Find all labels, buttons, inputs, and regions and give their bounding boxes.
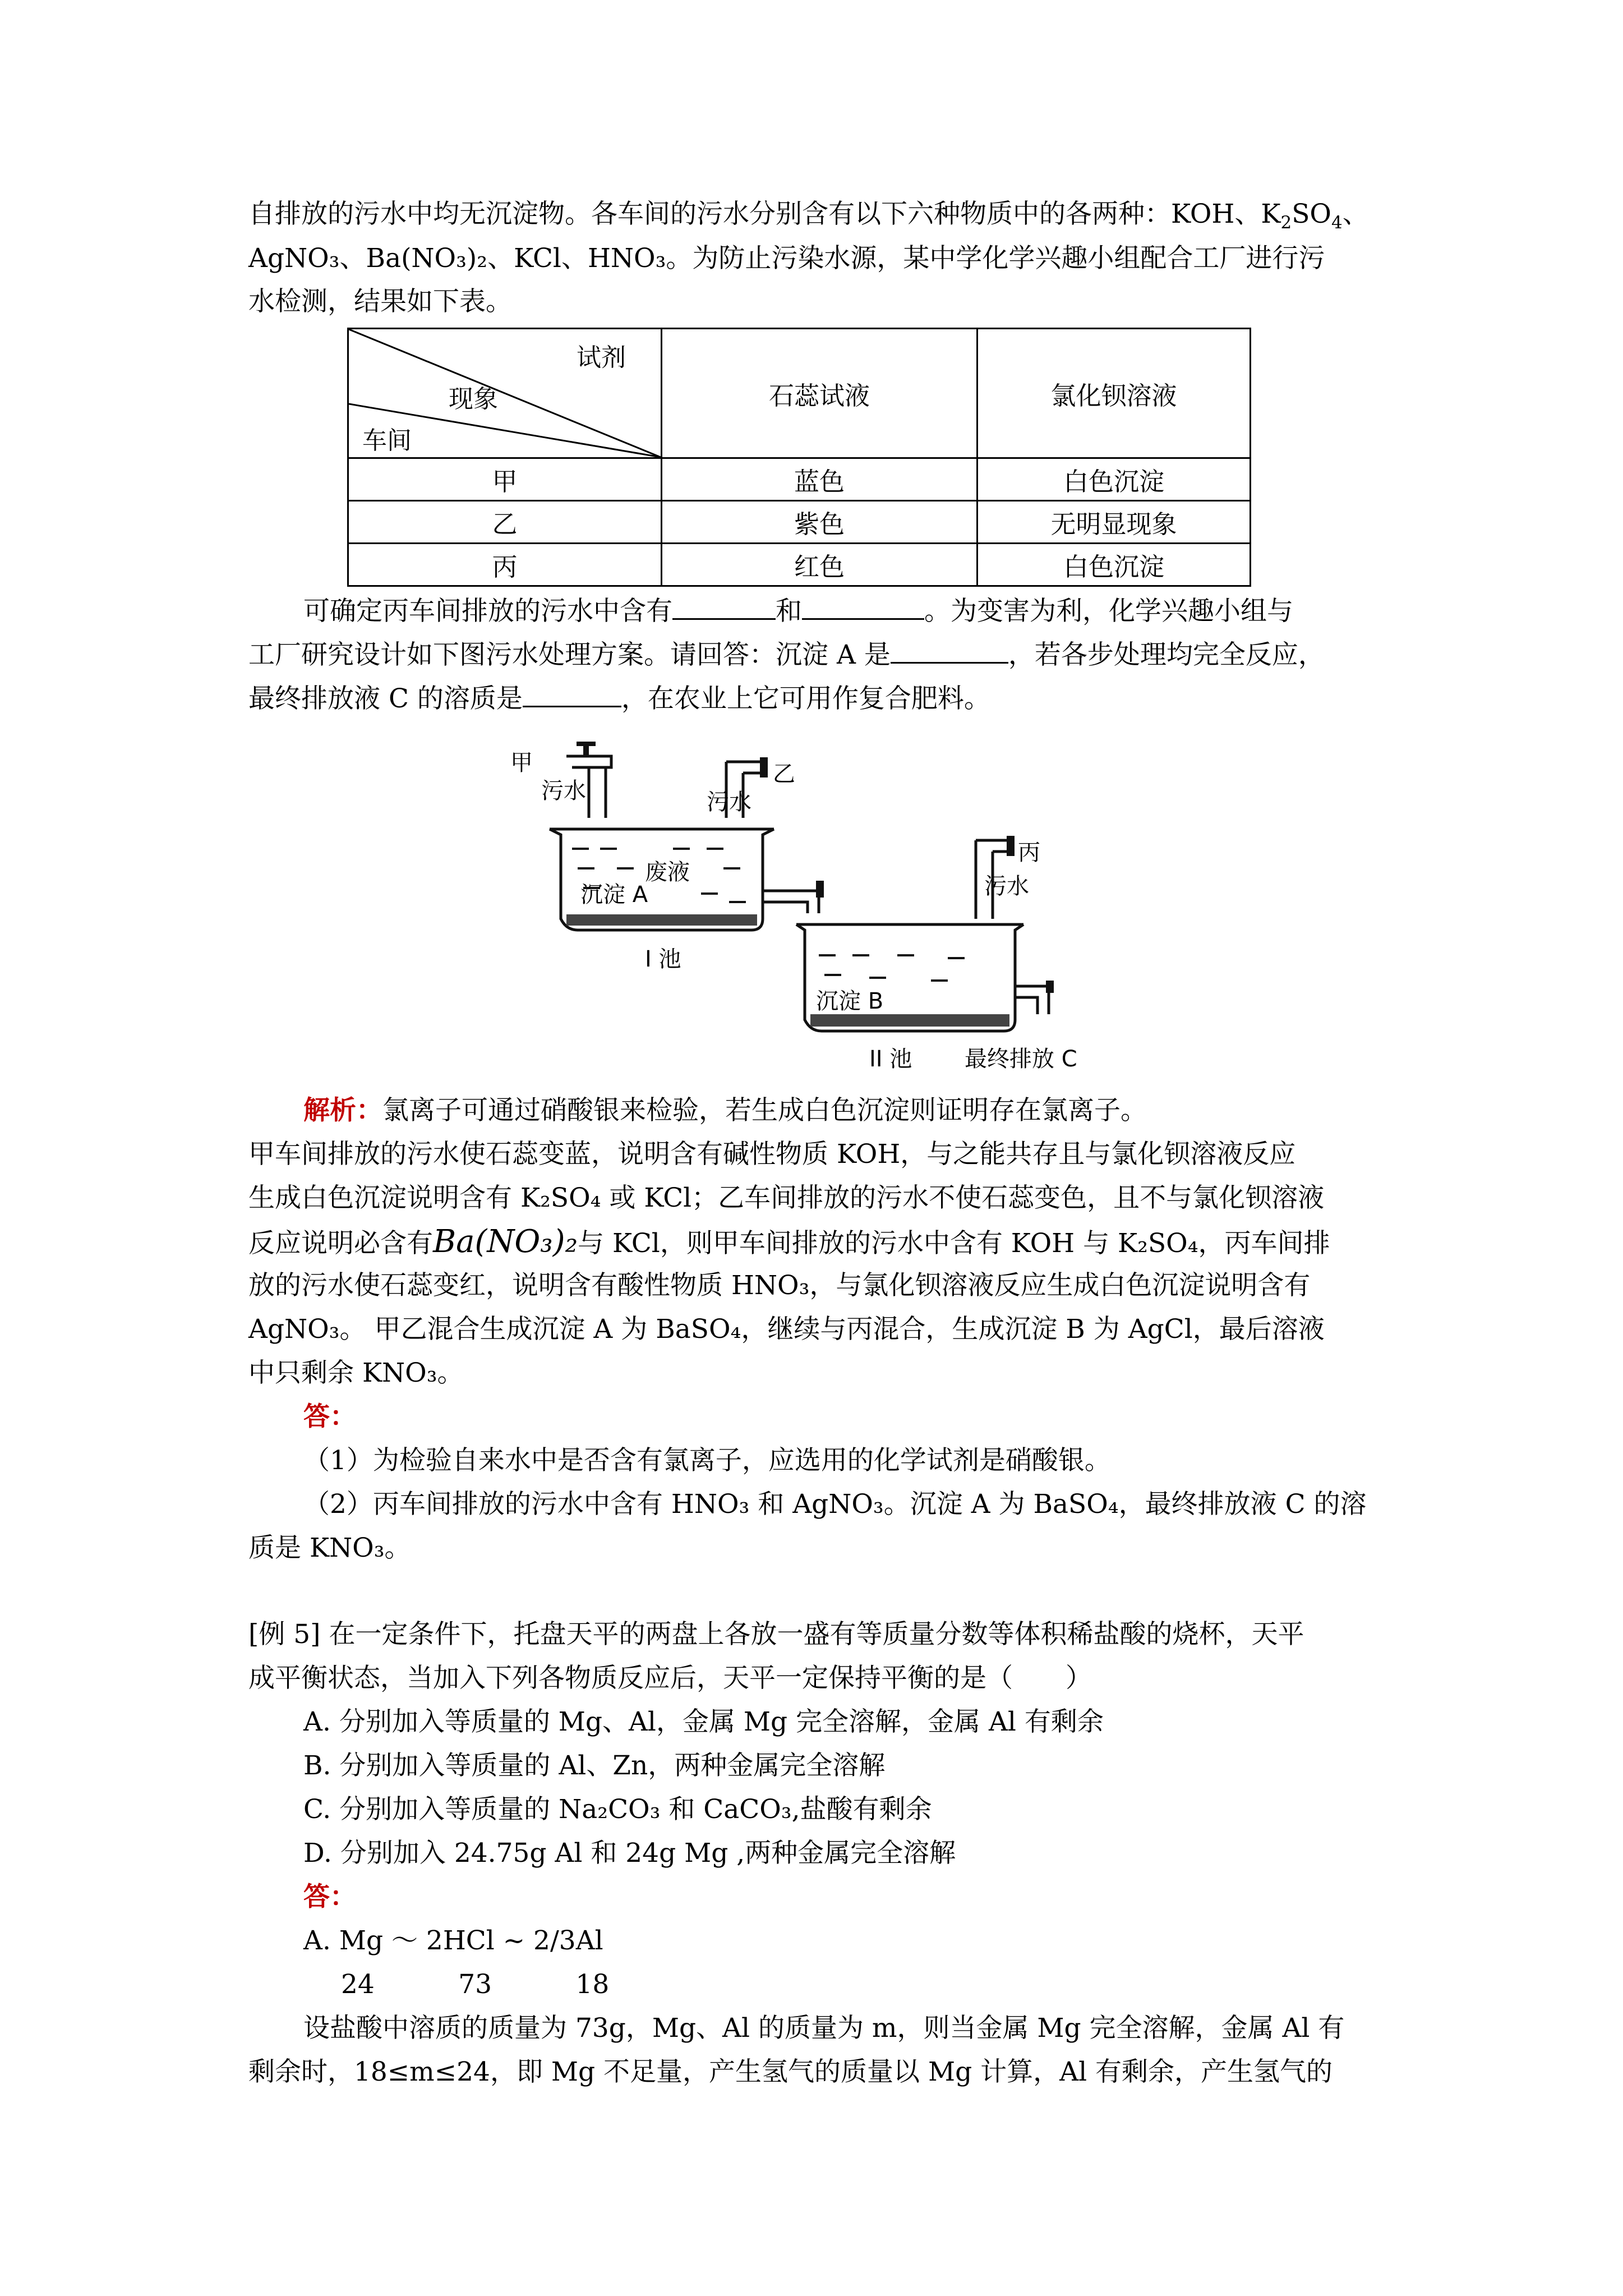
analysis-line-7: 中只剩余 KNO₃。 bbox=[248, 1358, 464, 1388]
label-pool-2: II 池 bbox=[869, 1046, 912, 1072]
option-b: B. 分别加入等质量的 Al、Zn，两种金属完全溶解 bbox=[303, 1750, 886, 1781]
label-wushui-bing: 污水 bbox=[984, 873, 1029, 899]
intro-text: 、 bbox=[1342, 199, 1369, 229]
answer-blank bbox=[891, 637, 1008, 664]
results-table bbox=[347, 328, 1251, 587]
answer-line-1: （1）为检验自来水中是否含有氯离子，应选用的化学试剂是硝酸银。 bbox=[303, 1445, 1111, 1476]
table-cell: 无明显现象 bbox=[978, 501, 1251, 544]
table-cell: 甲 bbox=[348, 458, 662, 501]
question-text: ，在农业上它可用作复合肥料。 bbox=[621, 683, 990, 714]
analysis-text: 氯离子可通过硝酸银来检验，若生成白色沉淀则证明存在氯离子。 bbox=[382, 1095, 1147, 1126]
table-row bbox=[348, 458, 1251, 501]
analysis-line-5: 放的污水使石蕊变红，说明含有酸性物质 HNO₃，与氯化钡溶液反应生成白色沉淀说明含有 bbox=[248, 1270, 1311, 1301]
answer-blank bbox=[672, 593, 776, 620]
analysis-line-3: 生成白色沉淀说明含有 K₂SO₄ 或 KCl；乙车间排放的污水不使石蕊变色，且不与氯化钡溶液 bbox=[248, 1182, 1325, 1213]
analysis-line-1 bbox=[303, 1094, 1147, 1128]
solution-line-1: 设盐酸中溶质的质量为 73g，Mg、Al 的质量为 m，则当金属 Mg 完全溶解，金属 Al 有 bbox=[303, 2013, 1345, 2044]
reaction-equation: A. Mg ～ 2HCl ~ 2/3Al bbox=[303, 1925, 603, 1956]
solution-line-2: 剩余时，18≤m≤24，即 Mg 不足量，产生氢气的质量以 Mg 计算，Al 有剩余，产生氢气的 bbox=[248, 2056, 1333, 2087]
header-reagent: 试剂 bbox=[577, 343, 626, 372]
question-text: 。为变害为利，化学兴趣小组与 bbox=[924, 596, 1293, 627]
label-wushui-yi: 污水 bbox=[707, 789, 751, 815]
option-d: D. 分别加入 24.75g Al 和 24g Mg ,两种金属完全溶解 bbox=[303, 1838, 956, 1869]
intro-text: 自排放的污水中均无沉淀物。各车间的污水分别含有以下六种物质中的各两种：KOH、K bbox=[248, 199, 1281, 229]
option-c: C. 分别加入等质量的 Na₂CO₃ 和 CaCO₃,盐酸有剩余 bbox=[303, 1794, 932, 1825]
label-feiye: 废液 bbox=[645, 859, 690, 885]
header-phenomenon: 现象 bbox=[449, 385, 498, 413]
analysis-line-6: AgNO₃。 甲乙混合生成沉淀 A 为 BaSO₄，继续与丙混合，生成沉淀 B 为 AgCl，最后溶液 bbox=[248, 1314, 1325, 1345]
table-cell: 白色沉淀 bbox=[978, 458, 1251, 501]
label-wushui-jia: 污水 bbox=[541, 778, 586, 804]
intro-line-2: AgNO₃、Ba(NO₃)₂、KCl、HNO₃。为防止污染水源，某中学化学兴趣小组配合工厂进行污 bbox=[248, 243, 1325, 274]
table-cell: 白色沉淀 bbox=[978, 544, 1251, 586]
option-a: A. 分别加入等质量的 Mg、Al，金属 Mg 完全溶解，金属 Al 有剩余 bbox=[303, 1706, 1104, 1737]
wastewater-treatment-diagram bbox=[505, 734, 1110, 1077]
analysis-label: 解析： bbox=[303, 1095, 382, 1126]
table-row bbox=[348, 544, 1251, 586]
label-chendian-b: 沉淀 B bbox=[816, 988, 884, 1014]
example5-answer-label: 答： bbox=[303, 1881, 356, 1912]
label-pool-1: I 池 bbox=[645, 946, 681, 972]
answer-blank bbox=[802, 593, 924, 620]
intro-text: SO bbox=[1292, 199, 1331, 229]
table-header-litmus: 石蕊试液 bbox=[662, 329, 978, 458]
table-cell: 蓝色 bbox=[662, 458, 978, 501]
table-cell: 乙 bbox=[348, 501, 662, 544]
table-header-diagonal-cell bbox=[348, 329, 662, 458]
formula-ba-no3-2: Ba(NO₃)₂ bbox=[433, 1223, 578, 1260]
label-chendian-a: 沉淀 A bbox=[580, 882, 648, 908]
question-line-3 bbox=[248, 681, 990, 716]
question-text: 工厂研究设计如下图污水处理方案。请回答：沉淀 A 是 bbox=[248, 639, 891, 670]
table-cell: 紫色 bbox=[662, 501, 978, 544]
question-line-2 bbox=[248, 637, 1325, 672]
answer-label: 答： bbox=[303, 1401, 356, 1432]
question-text: 最终排放液 C 的溶质是 bbox=[248, 683, 523, 714]
table-cell: 丙 bbox=[348, 544, 662, 586]
intro-line-3: 水检测，结果如下表。 bbox=[248, 286, 512, 317]
question-text: 和 bbox=[776, 596, 802, 627]
answer-blank bbox=[523, 681, 621, 707]
example5-line-1: [例 5] 在一定条件下，托盘天平的两盘上各放一盛有等质量分数等体积稀盐酸的烧杯，天平 bbox=[248, 1619, 1304, 1650]
question-text: 可确定丙车间排放的污水中含有 bbox=[303, 596, 672, 627]
example5-line-2: 成平衡状态，当加入下列各物质反应后，天平一定保持平衡的是（ ） bbox=[248, 1663, 1092, 1694]
label-bing: 丙 bbox=[1018, 840, 1040, 866]
question-text: ，若各步处理均完全反应， bbox=[1008, 639, 1325, 670]
answer-line-2: （2）丙车间排放的污水中含有 HNO₃ 和 AgNO₃。沉淀 A 为 BaSO₄，最终排放液 C 的溶 bbox=[303, 1489, 1367, 1520]
question-line-1 bbox=[303, 593, 1293, 628]
intro-line-1 bbox=[248, 197, 1369, 231]
subscript: 2 bbox=[1280, 213, 1292, 233]
answer-line-3: 质是 KNO₃。 bbox=[248, 1533, 411, 1563]
subscript: 4 bbox=[1331, 213, 1343, 233]
analysis-line-4 bbox=[248, 1225, 1330, 1260]
analysis-text: 与 KCl，则甲车间排放的污水中含有 KOH 与 K₂SO₄，丙车间排 bbox=[578, 1228, 1330, 1259]
table-header-bacl2: 氯化钡溶液 bbox=[978, 329, 1251, 458]
table-cell: 红色 bbox=[662, 544, 978, 586]
analysis-text: 反应说明必含有 bbox=[248, 1228, 433, 1259]
table-row bbox=[348, 501, 1251, 544]
label-jia: 甲 bbox=[510, 750, 533, 776]
analysis-line-2: 甲车间排放的污水使石蕊变蓝，说明含有碱性物质 KOH，与之能共存且与氯化钡溶液反应 bbox=[248, 1139, 1296, 1170]
label-yi: 乙 bbox=[773, 761, 795, 787]
molar-masses: 24 73 18 bbox=[341, 1969, 610, 2000]
header-workshop: 车间 bbox=[362, 426, 412, 455]
label-final-discharge: 最终排放 C bbox=[965, 1046, 1077, 1072]
